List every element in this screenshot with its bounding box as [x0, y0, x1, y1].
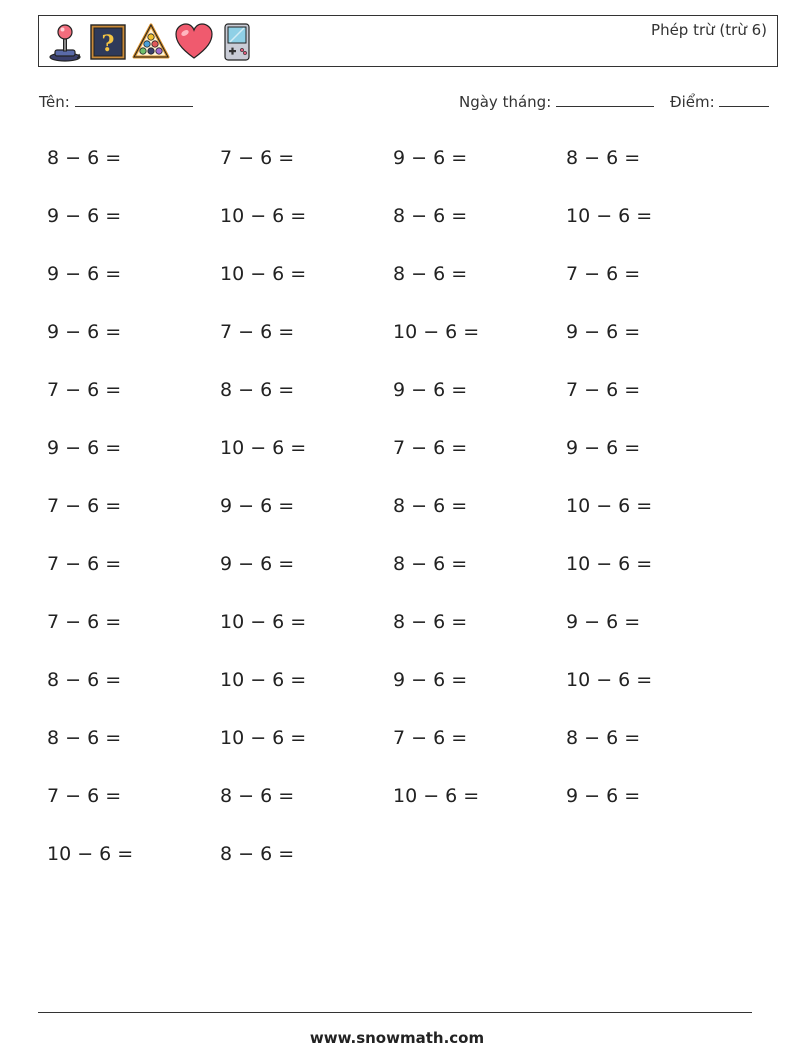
problem-item: 7 − 6 =: [47, 379, 122, 401]
problem-item: 10 − 6 =: [220, 669, 307, 691]
svg-text:?: ?: [101, 31, 115, 57]
date-field: [459, 93, 654, 111]
problem-item: 8 − 6 =: [566, 147, 641, 169]
problem-item: 10 − 6 =: [393, 785, 480, 807]
date-line[interactable]: [556, 94, 654, 107]
problem-item: 10 − 6 =: [566, 669, 653, 691]
problem-item: 9 − 6 =: [220, 495, 295, 517]
worksheet-title: Phép trừ (trừ 6): [651, 21, 767, 39]
problem-item: 7 − 6 =: [220, 147, 295, 169]
date-label: Ngày tháng:: [459, 93, 552, 111]
problem-item: 10 − 6 =: [566, 205, 653, 227]
problem-item: 7 − 6 =: [47, 785, 122, 807]
problem-item: 10 − 6 =: [220, 263, 307, 285]
problem-item: 7 − 6 =: [47, 495, 122, 517]
problem-item: 8 − 6 =: [47, 669, 122, 691]
problem-item: 9 − 6 =: [566, 321, 641, 343]
billiard-rack-icon: [131, 22, 171, 62]
problem-item: 7 − 6 =: [566, 263, 641, 285]
problem-item: 8 − 6 =: [220, 843, 295, 865]
problem-item: 10 − 6 =: [566, 495, 653, 517]
problem-item: 8 − 6 =: [220, 785, 295, 807]
problem-item: 8 − 6 =: [393, 263, 468, 285]
footer-divider: [38, 1012, 752, 1013]
problem-item: 7 − 6 =: [47, 611, 122, 633]
problem-item: 7 − 6 =: [47, 553, 122, 575]
problem-item: 9 − 6 =: [566, 785, 641, 807]
problem-item: 8 − 6 =: [393, 611, 468, 633]
problem-item: 10 − 6 =: [47, 843, 134, 865]
problem-item: 8 − 6 =: [393, 553, 468, 575]
problem-item: 7 − 6 =: [566, 379, 641, 401]
problem-item: 9 − 6 =: [393, 147, 468, 169]
problem-item: 7 − 6 =: [393, 437, 468, 459]
problem-item: 9 − 6 =: [393, 379, 468, 401]
joystick-icon: [45, 22, 85, 62]
problem-item: 7 − 6 =: [220, 321, 295, 343]
problem-item: 8 − 6 =: [393, 205, 468, 227]
problem-item: 10 − 6 =: [220, 437, 307, 459]
problem-item: 8 − 6 =: [220, 379, 295, 401]
score-field: [670, 93, 769, 111]
question-block-icon: [88, 22, 128, 62]
problem-item: 10 − 6 =: [566, 553, 653, 575]
problem-item: 8 − 6 =: [393, 495, 468, 517]
icon-strip: [45, 22, 260, 62]
problem-item: 10 − 6 =: [220, 205, 307, 227]
problem-item: 8 − 6 =: [47, 147, 122, 169]
heart-icon: [174, 22, 214, 62]
problem-item: 9 − 6 =: [393, 669, 468, 691]
problem-item: 8 − 6 =: [47, 727, 122, 749]
handheld-console-icon: [217, 22, 257, 62]
problem-item: 9 − 6 =: [47, 437, 122, 459]
score-label: Điểm:: [670, 93, 715, 111]
problem-item: 9 − 6 =: [220, 553, 295, 575]
problem-item: 10 − 6 =: [393, 321, 480, 343]
problem-item: 10 − 6 =: [220, 727, 307, 749]
worksheet-header: [38, 15, 778, 67]
name-field: [39, 93, 193, 111]
problem-item: 7 − 6 =: [393, 727, 468, 749]
name-line[interactable]: [75, 94, 193, 107]
name-label: Tên:: [39, 93, 70, 111]
problem-item: 9 − 6 =: [566, 437, 641, 459]
footer-url: www.snowmath.com: [309, 1029, 485, 1047]
problem-item: 9 − 6 =: [47, 205, 122, 227]
score-line[interactable]: [719, 94, 769, 107]
problem-item: 8 − 6 =: [566, 727, 641, 749]
problem-item: 9 − 6 =: [47, 263, 122, 285]
problem-item: 9 − 6 =: [566, 611, 641, 633]
problem-item: 10 − 6 =: [220, 611, 307, 633]
problem-item: 9 − 6 =: [47, 321, 122, 343]
